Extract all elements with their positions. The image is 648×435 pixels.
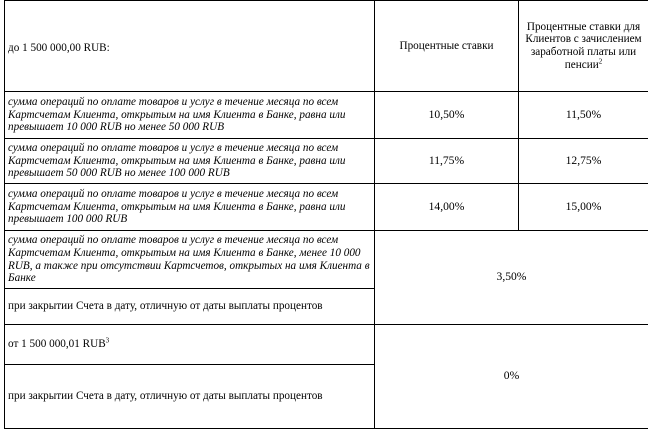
table-row [5, 92, 648, 139]
rate-value: 10,50% [428, 107, 465, 121]
salary-rate-cell [519, 139, 648, 184]
low-turnover-condition-text: сумма операций по оплате товаров и услуг в течение месяца по всем Картсчетам Клиента, открытым на имя Клиента в Банке, менее 10 000 RUB, а также при отсутствии Картсчетов, открытых на имя Клиента в Банке [8, 234, 370, 285]
table-row [5, 184, 648, 231]
over-limit-rate-cell [375, 325, 648, 429]
salary-rates-header-label: Процентные ставки для Клиентов с зачислением заработной платы или пенсии [525, 20, 642, 71]
over-limit-amount-cell [5, 325, 375, 365]
rate-value: 14,00% [428, 199, 465, 213]
salary-rate-cell [519, 184, 648, 231]
over-limit-rate-value: 0% [503, 369, 520, 383]
salary-rate-cell [519, 92, 648, 139]
footnote-2-marker: 2 [598, 56, 603, 65]
turnover-condition-cell [5, 92, 375, 139]
low-turnover-row [5, 231, 648, 289]
early-closing-text: при закрытии Счета в дату, отличную от даты выплаты процентов [8, 300, 323, 313]
amount-range-header-cell [5, 1, 375, 92]
turnover-condition-text: сумма операций по оплате товаров и услуг в течение месяца по всем Картсчетам Клиента, открытым на имя Клиента в Банке, равна или превышает 100 000 RUB [8, 188, 346, 226]
over-limit-row [5, 325, 648, 365]
table-header-row [5, 1, 648, 92]
rate-cell [375, 184, 519, 231]
low-turnover-rate-cell [375, 231, 648, 325]
turnover-condition-cell [5, 184, 375, 231]
salary-rate-value: 11,50% [565, 107, 602, 121]
turnover-condition-cell [5, 139, 375, 184]
rate-cell [375, 92, 519, 139]
interest-rate-table [4, 0, 648, 429]
over-limit-amount-label: от 1 500 000,01 RUB [8, 338, 106, 351]
amount-range-label: до 1 500 000,00 RUB: [8, 41, 110, 54]
over-limit-closing-cell [5, 365, 375, 429]
footnote-3-marker: 3 [105, 336, 110, 345]
salary-rate-value: 15,00% [565, 199, 602, 213]
rate-cell [375, 139, 519, 184]
low-turnover-condition-cell [5, 231, 375, 289]
turnover-condition-text: сумма операций по оплате товаров и услуг в течение месяца по всем Картсчетам Клиента, открытым на имя Клиента в Банке, равна или превышает 50 000 RUB но менее 100 000 RUB [8, 142, 346, 180]
salary-rate-value: 12,75% [565, 153, 602, 167]
salary-rates-header-cell [519, 1, 648, 92]
rates-header-cell [375, 1, 519, 92]
rates-header-label: Процентные ставки [399, 39, 494, 52]
early-closing-cell [5, 289, 375, 325]
low-turnover-rate-value: 3,50% [496, 270, 527, 284]
turnover-condition-text: сумма операций по оплате товаров и услуг в течение месяца по всем Картсчетам Клиента, открытым на имя Клиента в Банке, равна или превышает 10 000 RUB но менее 50 000 RUB [8, 96, 346, 134]
rate-value: 11,75% [428, 153, 465, 167]
table-row [5, 139, 648, 184]
over-limit-closing-text: при закрытии Счета в дату, отличную от даты выплаты процентов [8, 390, 323, 403]
